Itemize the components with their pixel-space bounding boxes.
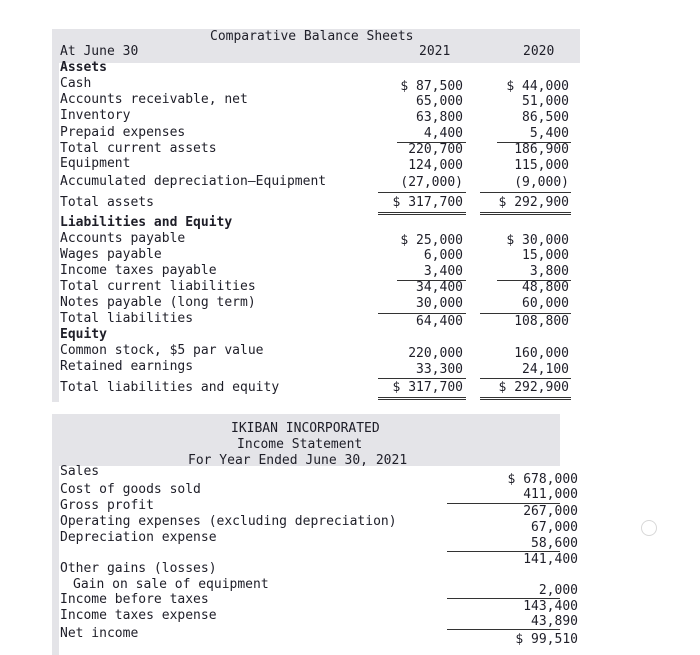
liab-label-total: Total liabilities <box>60 311 194 326</box>
equity-value-common-stock-2021: 220,000 <box>408 346 463 361</box>
assets-value-ar-2021: 65,000 <box>416 94 463 109</box>
double-rule-total-assets-2020 <box>480 212 571 215</box>
liab-value-ap-2021: $ 25,000 <box>400 233 463 248</box>
equity-value-total-2020: $ 292,900 <box>498 380 569 395</box>
liabilities-heading: Liabilities and Equity <box>60 215 233 230</box>
balance-sheet-title: Comparative Balance Sheets <box>210 29 414 44</box>
assets-value-inventory-2021: 63,800 <box>416 110 463 125</box>
assets-value-prepaid-2021: 4,400 <box>423 126 463 141</box>
assets-label-accum-depr: Accumulated depreciation—Equipment <box>60 174 327 189</box>
liab-label-ap: Accounts payable <box>60 231 186 246</box>
assets-label-cash: Cash <box>60 76 92 91</box>
assets-value-equipment-2020: 115,000 <box>514 158 569 173</box>
income-value-taxes-expense: 43,890 <box>531 614 578 629</box>
assets-value-accum-depr-2020: (9,000) <box>514 175 569 190</box>
assets-value-inventory-2020: 86,500 <box>522 110 569 125</box>
income-label-operating-expenses: Operating expenses (excluding depreciation) <box>60 514 397 529</box>
rule-total-assets-2021 <box>378 192 466 193</box>
double-rule-total-assets-2021 <box>378 212 466 215</box>
liab-label-total-current: Total current liabilities <box>60 279 256 294</box>
liab-label-wages: Wages payable <box>60 247 162 262</box>
liab-value-wages-2020: 15,000 <box>522 248 569 263</box>
income-statement-title: Income Statement <box>237 437 363 452</box>
liab-label-notes: Notes payable (long term) <box>60 295 256 310</box>
rule-total-assets-2020 <box>480 192 571 193</box>
liab-value-ap-2020: $ 30,000 <box>506 233 569 248</box>
double-rule-total-liab-equity-2021 <box>378 397 466 400</box>
assets-heading: Assets <box>60 60 107 75</box>
assets-label-total: Total assets <box>60 195 154 210</box>
liab-value-taxes-2021: 3,400 <box>423 264 463 279</box>
assets-value-prepaid-2020: 5,400 <box>529 126 569 141</box>
liab-value-total-current-2020: 48,800 <box>522 280 569 295</box>
equity-label-total: Total liabilities and equity <box>60 380 280 395</box>
income-value-expenses-subtotal: 141,400 <box>523 552 578 567</box>
income-label-gain-on-sale: Gain on sale of equipment <box>73 577 269 592</box>
income-value-before-taxes: 143,400 <box>523 599 578 614</box>
assets-value-total-2021: $ 317,700 <box>392 195 463 210</box>
liab-label-taxes: Income taxes payable <box>60 263 217 278</box>
assets-value-ar-2020: 51,000 <box>522 94 569 109</box>
income-label-depreciation: Depreciation expense <box>60 530 217 545</box>
equity-value-retained-2021: 33,300 <box>416 362 463 377</box>
liab-value-taxes-2020: 3,800 <box>529 264 569 279</box>
date-label: At June 30 <box>60 44 139 59</box>
income-label-net-income: Net income <box>60 626 139 641</box>
column-header-2021: 2021 <box>419 44 451 59</box>
liab-value-total-2021: 64,400 <box>416 314 463 329</box>
income-label-other-gains: Other gains (losses) <box>60 561 217 576</box>
rule-net-income <box>447 629 560 630</box>
assets-value-total-current-2021: 220,700 <box>408 142 463 157</box>
income-label-sales: Sales <box>60 464 100 479</box>
assets-value-accum-depr-2021: (27,000) <box>400 175 463 190</box>
liab-value-notes-2020: 60,000 <box>522 296 569 311</box>
assets-label-total-current: Total current assets <box>60 141 217 156</box>
equity-label-common-stock: Common stock, $5 par value <box>60 343 264 358</box>
liab-value-notes-2021: 30,000 <box>416 296 463 311</box>
equity-label-retained: Retained earnings <box>60 359 194 374</box>
income-value-net-income: $ 99,510 <box>515 632 578 647</box>
faint-circle-mark <box>641 520 657 536</box>
liab-value-total-2020: 108,800 <box>514 314 569 329</box>
income-statement-left-band <box>52 414 59 655</box>
income-value-cogs: 411,000 <box>523 487 578 502</box>
assets-value-total-2020: $ 292,900 <box>498 195 569 210</box>
double-rule-total-liab-equity-2020 <box>480 397 571 400</box>
income-value-depreciation: 58,600 <box>531 536 578 551</box>
liab-value-wages-2021: 6,000 <box>423 248 463 263</box>
income-value-gross-profit: 267,000 <box>523 504 578 519</box>
income-label-gross-profit: Gross profit <box>60 498 154 513</box>
assets-label-equipment: Equipment <box>60 156 131 171</box>
balance-sheet-left-band <box>52 29 59 402</box>
assets-value-cash-2020: $ 44,000 <box>506 79 569 94</box>
income-label-taxes-expense: Income taxes expense <box>60 608 217 623</box>
assets-value-cash-2021: $ 87,500 <box>400 79 463 94</box>
liab-value-total-current-2021: 34,400 <box>416 280 463 295</box>
assets-value-equipment-2021: 124,000 <box>408 158 463 173</box>
assets-value-total-current-2020: 186,900 <box>514 142 569 157</box>
equity-value-retained-2020: 24,100 <box>522 362 569 377</box>
equity-value-total-2021: $ 317,700 <box>392 380 463 395</box>
rule-total-liab-equity-2021 <box>378 378 466 379</box>
assets-label-inventory: Inventory <box>60 108 131 123</box>
equity-value-common-stock-2020: 160,000 <box>514 346 569 361</box>
income-statement-period: For Year Ended June 30, 2021 <box>188 453 408 468</box>
assets-label-ar: Accounts receivable, net <box>60 92 248 107</box>
income-value-sales: $ 678,000 <box>507 472 578 487</box>
income-company-name: IKIBAN INCORPORATED <box>231 421 380 436</box>
income-value-gain-on-sale: 2,000 <box>538 583 578 598</box>
rule-total-liab-equity-2020 <box>480 378 571 379</box>
assets-label-prepaid: Prepaid expenses <box>60 125 186 140</box>
equity-heading: Equity <box>60 327 107 342</box>
income-label-cogs: Cost of goods sold <box>60 482 201 497</box>
income-value-operating-expenses: 67,000 <box>531 520 578 535</box>
income-label-before-taxes: Income before taxes <box>60 592 209 607</box>
column-header-2020: 2020 <box>523 44 555 59</box>
